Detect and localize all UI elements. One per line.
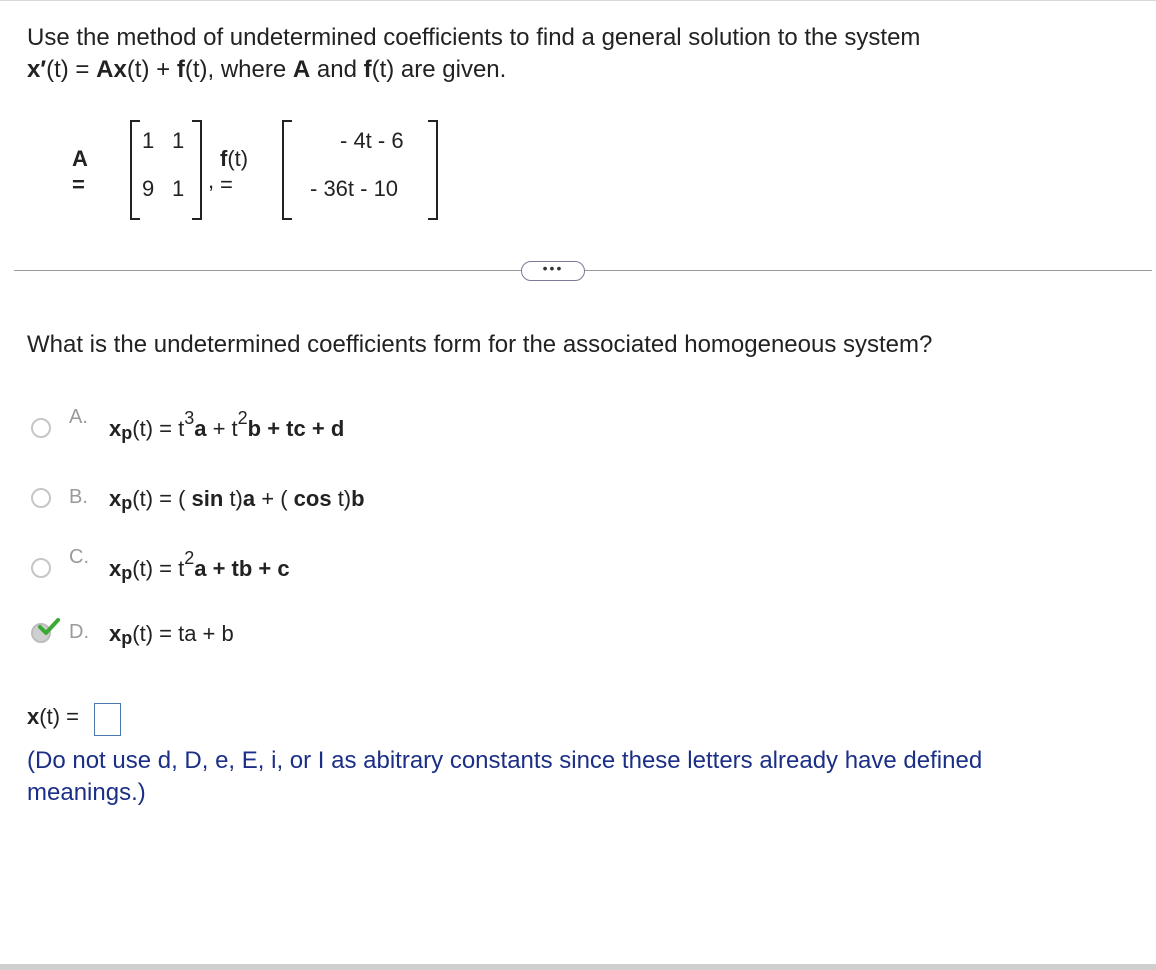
radio-button[interactable] xyxy=(31,418,51,438)
matrix-a-cell: 9 xyxy=(142,176,155,201)
option-letter: A. xyxy=(69,406,88,428)
question-text: What is the undetermined coefficients form for the associated homogeneous system? xyxy=(27,331,933,358)
matrix-a-right-bracket xyxy=(192,120,202,220)
vector-f-right-bracket xyxy=(428,120,438,220)
answer-input[interactable] xyxy=(94,703,121,736)
matrix-a-left-bracket xyxy=(130,120,140,220)
prompt-line-2: x′(t) = Ax(t) + f(t), where A and f(t) are given. xyxy=(27,56,507,83)
option-formula: $x_p(t)$ = ( sin t)a + ( cos t)b xyxy=(109,486,365,513)
vector-f-left-bracket xyxy=(282,120,292,220)
option-a[interactable] xyxy=(27,406,627,448)
expand-button[interactable]: ••• xyxy=(521,261,585,281)
option-letter: B. xyxy=(69,486,88,508)
option-formula: $x_p(t) = t^3a + t^2b$ + tc + d xyxy=(109,408,345,443)
vector-f-label: f(t) = xyxy=(220,146,249,197)
option-letter: C. xyxy=(69,546,89,568)
prompt-line-1: Use the method of undetermined coefficients to find a general solution to the system xyxy=(27,24,921,51)
option-formula: $x_p(t)$ = ta + b xyxy=(109,621,234,648)
option-d[interactable] xyxy=(27,617,627,653)
option-letter: D. xyxy=(69,621,89,643)
radio-button[interactable] xyxy=(31,488,51,508)
checkmark-icon xyxy=(37,615,61,639)
matrix-a-cell: 1 xyxy=(172,176,185,201)
radio-button[interactable] xyxy=(31,558,51,578)
vector-f-entry: - 4t - 6 xyxy=(340,128,404,153)
matrix-a-label: A = xyxy=(72,146,88,197)
problem-prompt xyxy=(27,22,920,86)
bottom-bar xyxy=(0,964,1156,970)
hint-text: (Do not use d, D, e, E, i, or I as abitrary constants since these letters already have defined meanings.) xyxy=(27,747,983,806)
comma: , xyxy=(208,168,215,193)
vector-f-entry: - 36t - 10 xyxy=(310,176,399,201)
option-c[interactable] xyxy=(27,546,627,588)
matrix-a-cell: 1 xyxy=(142,128,155,153)
option-b[interactable] xyxy=(27,482,627,518)
matrix-a-cell: 1 xyxy=(172,128,185,153)
option-formula: $x_p(t) = t^2a$ + tb + c xyxy=(109,548,290,583)
answer-label: x(t) = xyxy=(27,704,79,729)
top-divider xyxy=(0,0,1156,1)
